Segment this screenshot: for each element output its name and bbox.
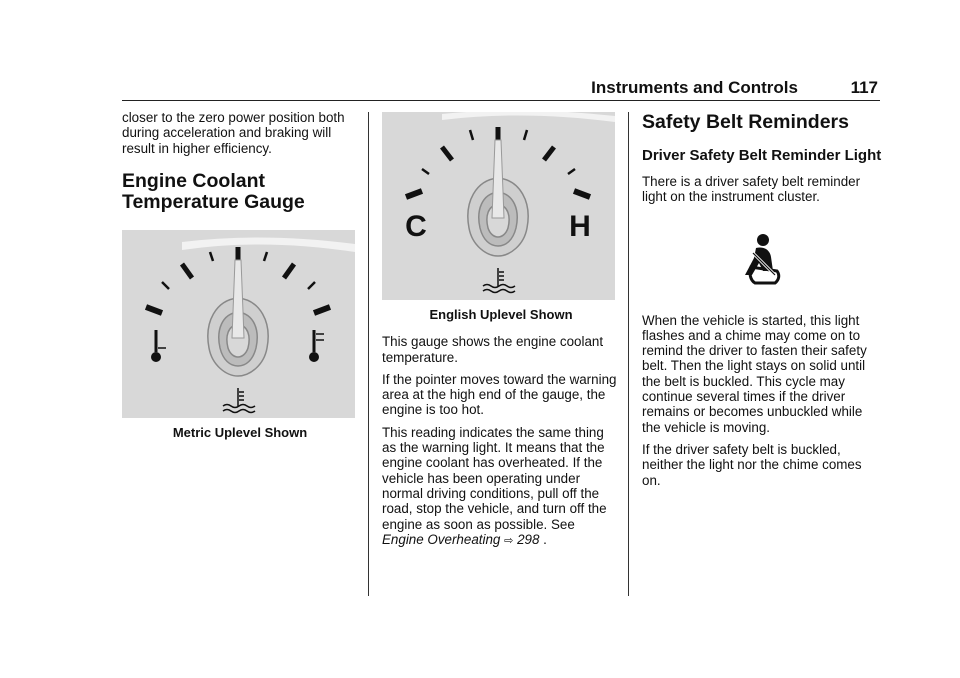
body-paragraph: This reading indicates the same thing as the warning light. It means that the engine coolant has overheated. If the vehicle has been operating under normal driving conditions, pull off the road, stop the vehicle, and turn off the engine as soon as possible. See Engine Overheating ⇨ 298 . — [382, 424, 607, 547]
cold-label: C — [405, 210, 427, 243]
page-reference-icon: ⇨ — [504, 534, 514, 547]
intro-paragraph: closer to the zero power position both during acceleration and braking will result in higher efficiency. — [122, 110, 345, 156]
english-gauge-figure — [382, 112, 615, 300]
body-paragraph: When the vehicle is started, this light flashes and a chime may come on to remind the driver to fasten their safety belt. Then the light stays on solid until the belt is buckled. This cycle may continue several times if the driver remains or becomes unbuckled while the vehicle is moving. — [642, 312, 867, 435]
body-paragraph: There is a driver safety belt reminder light on the instrument cluster. — [642, 174, 861, 205]
coolant-temperature-icon — [483, 268, 515, 293]
page-reference-number[interactable]: 298 — [517, 531, 540, 547]
column-3 — [642, 112, 882, 495]
body-paragraph: If the pointer moves toward the warning area at the high end of the gauge, the engine is too hot. — [382, 371, 617, 418]
column-divider — [368, 112, 369, 596]
body-paragraph: This gauge shows the engine coolant temperature. — [382, 334, 604, 365]
hot-thermometer-icon — [310, 330, 325, 362]
column-divider — [628, 112, 629, 596]
metric-gauge-figure — [122, 230, 355, 418]
seatbelt-reminder-icon — [739, 233, 785, 285]
page-header — [122, 78, 880, 101]
section-title: Instruments and Controls — [591, 78, 798, 97]
figure-caption: English Uplevel Shown — [429, 307, 573, 322]
page-number: 117 — [850, 78, 878, 97]
hot-label: H — [569, 210, 591, 243]
driver-belt-subheading: Driver Safety Belt Reminder Light — [642, 147, 882, 164]
body-paragraph: If the driver safety belt is buckled, neither the light nor the chime comes on. — [642, 441, 862, 488]
figure-caption: Metric Uplevel Shown — [172, 424, 308, 440]
safety-belt-heading: Safety Belt Reminders — [642, 111, 849, 133]
cold-thermometer-icon — [152, 330, 167, 362]
engine-coolant-heading: Engine Coolant Temperature Gauge — [122, 169, 305, 213]
column-1 — [122, 110, 358, 452]
column-2 — [382, 112, 620, 556]
engine-overheating-link[interactable]: Engine Overheating — [382, 531, 501, 547]
coolant-temperature-icon — [223, 388, 255, 413]
